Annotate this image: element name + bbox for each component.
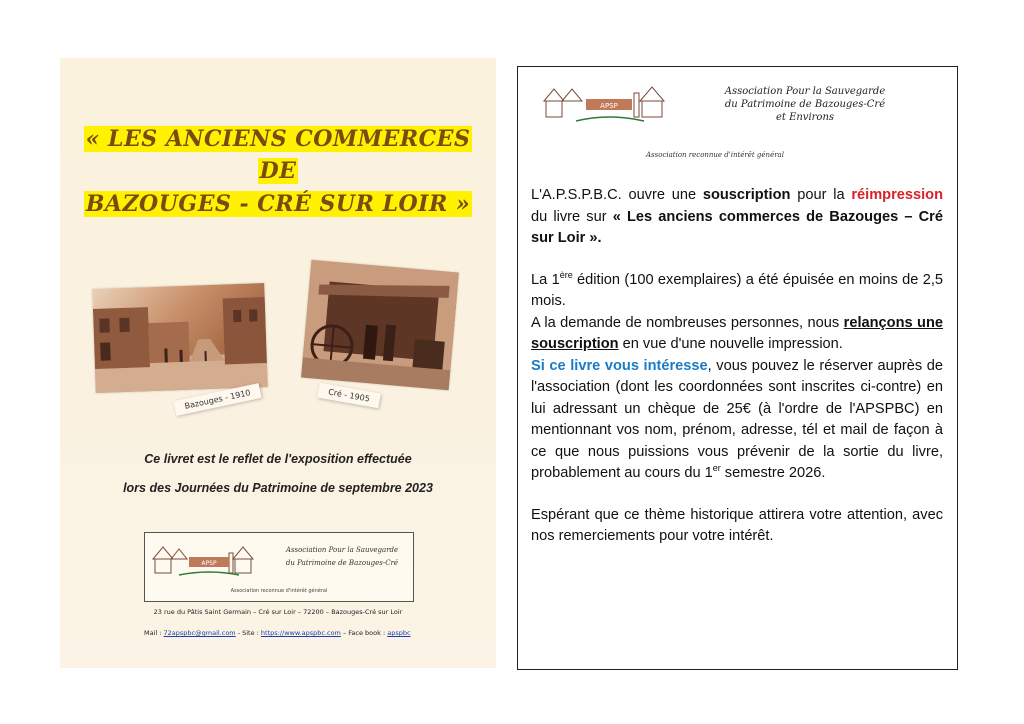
- poster-page: [60, 58, 496, 668]
- description-line-1: Ce livret est le reflet de l'exposition effectuée: [144, 452, 412, 466]
- bazouges-street-photo: [92, 283, 268, 393]
- association-address: 23 rue du Pâtis Saint Germain – Cré sur Loir – 72200 – Bazouges-Cré sur Loir: [153, 608, 403, 616]
- paragraph-subscription: L'A.P.S.P.B.C. ouvre une souscription pour la réimpression du livre sur « Les anciens commerces de Bazouges – Cré sur Loir ».: [531, 187, 943, 246]
- association-name: Association Pour la Sauvegarde du Patrimoine de Bazouges-Cré et Environs: [724, 86, 886, 123]
- poster-title-line-2: DE: [259, 158, 297, 184]
- paragraph-closing: Espérant que ce thème historique attirera votre attention, avec nos remerciements pour votre intérêt.: [531, 506, 943, 544]
- poster-title-line-3: BAZOUGES - CRÉ SUR LOIR »: [85, 191, 471, 217]
- poster-title-line-1: « LES ANCIENS COMMERCES: [85, 126, 471, 152]
- association-logo-icon: [540, 79, 680, 127]
- card-association-name: Association Pour la Sauvegarde du Patrimoine de Bazouges-Cré: [285, 546, 399, 567]
- svg-text:APSP: APSP: [600, 102, 618, 110]
- contact-line: Mail : 72apspbc@gmail.com - Site : https://www.apspbc.com – Face book : apspbc: [144, 629, 411, 637]
- svg-text:APSP: APSP: [201, 560, 217, 567]
- description-line-2: lors des Journées du Patrimoine de septembre 2023: [123, 481, 433, 495]
- photo1-caption: Bazouges - 1910: [173, 383, 261, 416]
- association-recognition: Association reconnue d'intérêt général: [646, 151, 784, 159]
- letter-page: [517, 66, 958, 670]
- paragraph-relaunch: A la demande de nombreuses personnes, nous relançons une souscription en vue d'une nouvelle impression.: [531, 314, 943, 352]
- letter-body: [531, 185, 943, 548]
- facebook-link[interactable]: apspbc: [387, 629, 411, 637]
- photo2-caption: Cré - 1905: [317, 383, 381, 409]
- association-card: [144, 532, 414, 602]
- association-logo-icon: [149, 539, 269, 583]
- site-link[interactable]: https://www.apspbc.com: [260, 629, 341, 637]
- paragraph-first-edition: La 1ère édition (100 exemplaires) a été épuisée en moins de 2,5 mois.: [531, 269, 943, 309]
- paragraph-reservation: Si ce livre vous intéresse, vous pouvez le réserver auprès de l'association (dont les coordonnées sont inscrites ci-contre) en lui adressant un chèque de 25€ (à l'ordre de l'APSPBC) en mentionnant vos nom, prénom, adresse, tél et mail de façon à ce que nous puissions vous prévenir de la sortie du livre, probablement au cours du 1er semestre 2026.: [531, 357, 943, 481]
- mail-link[interactable]: 72apspbc@gmail.com: [163, 629, 236, 637]
- card-recognition: Association reconnue d'intérêt général: [230, 588, 328, 594]
- cre-workshop-photo: [301, 260, 459, 390]
